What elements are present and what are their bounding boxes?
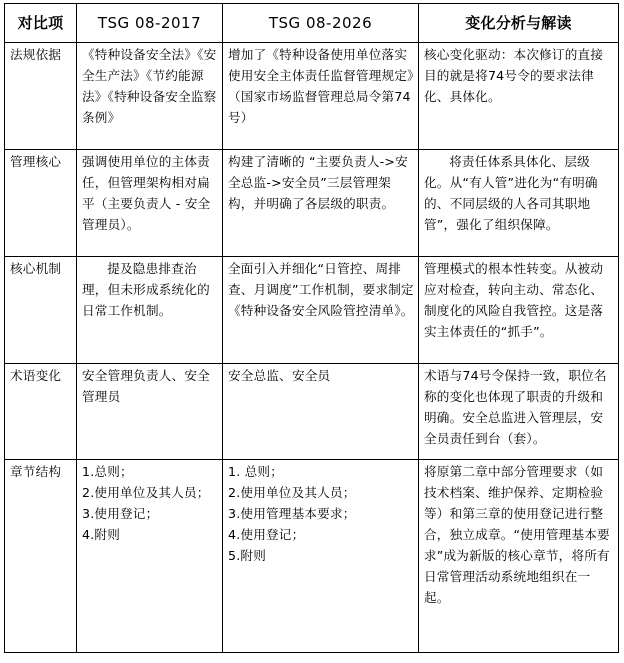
analysis-cell: 术语与74号令保持一致，职位名称的变化也体现了职责的升级和明确。安全总监进入管理层，安全员责任到台（套）。 — [419, 364, 619, 460]
new-cell: 全面引入并细化“日管控、周排查、月调度”工作机制，要求制定《特种设备安全风险管控清单》。 — [223, 257, 419, 364]
list-item: 1.总则； — [82, 464, 133, 479]
table-row — [5, 43, 619, 150]
list-item: 3.使用登记； — [82, 506, 159, 521]
list-item: 4.使用登记； — [228, 527, 305, 542]
header-compare-item: 对比项 — [5, 4, 77, 43]
new-chapter-list — [228, 461, 414, 566]
old-cell: 提及隐患排查治理，但未形成系统化的日常工作机制。 — [77, 257, 223, 364]
new-cell: 构建了清晰的 “主要负责人->安全总监->安全员”三层管理架构，并明确了各层级的职责。 — [223, 150, 419, 257]
list-item: 2.使用单位及其人员； — [82, 485, 210, 500]
old-cell — [77, 460, 223, 653]
list-item: 2.使用单位及其人员； — [228, 485, 356, 500]
analysis-cell: 核心变化驱动：本次修订的直接目的就是将74号令的要求法律化、具体化。 — [419, 43, 619, 150]
analysis-cell: 将责任体系具体化、层级化。从“有人管”进化为“有明确的、不同层级的人各司其职地管”，强化了组织保障。 — [419, 150, 619, 257]
row-label: 管理核心 — [5, 150, 77, 257]
row-label: 术语变化 — [5, 364, 77, 460]
table-row — [5, 364, 619, 460]
list-item: 3.使用管理基本要求； — [228, 506, 356, 521]
row-label: 法规依据 — [5, 43, 77, 150]
new-cell: 增加了《特种设备使用单位落实使用安全主体责任监督管理规定》（国家市场监督管理总局令第74号） — [223, 43, 419, 150]
header-row — [5, 4, 619, 43]
header-analysis: 变化分析与解读 — [419, 4, 619, 43]
comparison-table — [4, 3, 619, 653]
row-label: 章节结构 — [5, 460, 77, 653]
old-cell: 强调使用单位的主体责任，但管理架构相对扁平（主要负责人 - 安全管理员）。 — [77, 150, 223, 257]
table-row — [5, 460, 619, 653]
old-cell: 安全管理负责人、安全管理员 — [77, 364, 223, 460]
old-chapter-list — [82, 461, 218, 545]
analysis-cell: 管理模式的根本性转变。从被动应对检查，转向主动、常态化、制度化的风险自我管控。这是落实主体责任的“抓手”。 — [419, 257, 619, 364]
row-label: 核心机制 — [5, 257, 77, 364]
table-row — [5, 257, 619, 364]
table-row — [5, 150, 619, 257]
list-item: 4.附则 — [82, 527, 121, 542]
list-item: 1. 总则； — [228, 464, 284, 479]
analysis-cell: 将原第二章中部分管理要求（如技术档案、维护保养、定期检验等）和第三章的使用登记进行整合，独立成章。“使用管理基本要求”成为新版的核心章节，将所有日常管理活动系统地组织在一起。 — [419, 460, 619, 653]
list-item: 5.附则 — [228, 548, 267, 563]
new-cell — [223, 460, 419, 653]
new-cell: 安全总监、安全员 — [223, 364, 419, 460]
old-cell: 《特种设备安全法》《安全生产法》《节约能源法》《特种设备安全监察条例》 — [77, 43, 223, 150]
header-tsg-2026: TSG 08-2026 — [223, 4, 419, 43]
header-tsg-2017: TSG 08-2017 — [77, 4, 223, 43]
